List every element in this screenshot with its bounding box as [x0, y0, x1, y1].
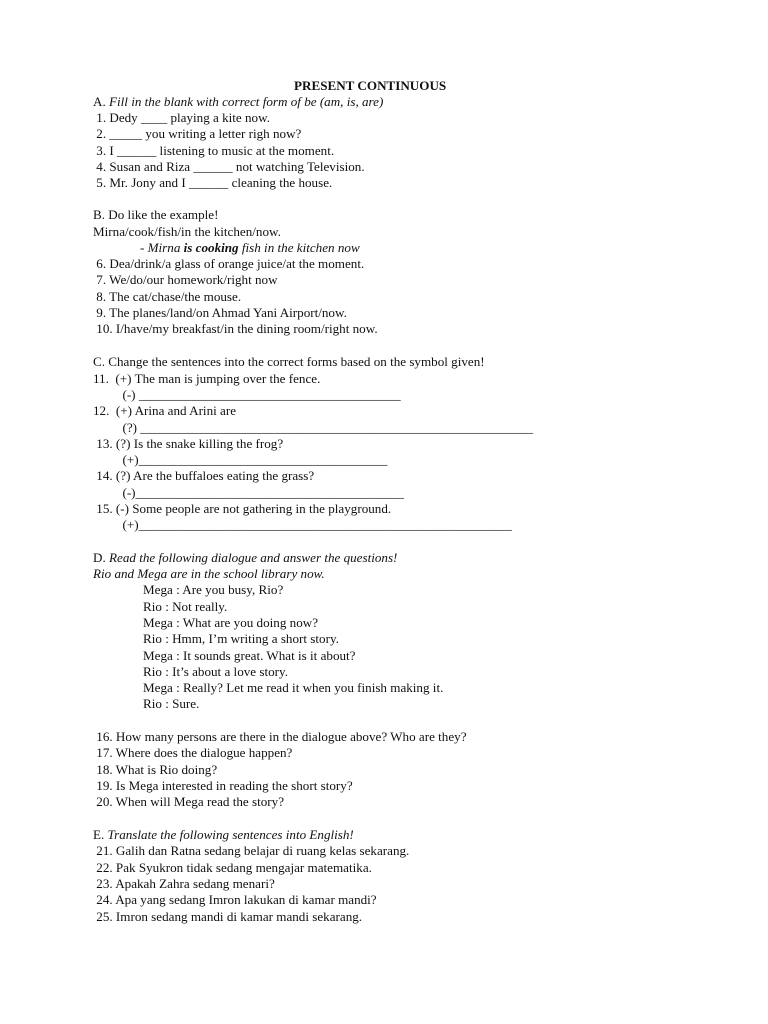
section-c-item-11: 11. (+) The man is jumping over the fence.: [93, 371, 321, 386]
section-d-setting: Rio and Mega are in the school library now.: [93, 566, 325, 581]
dialogue-line-8: Rio : Sure.: [143, 696, 200, 711]
section-a-label: A.: [93, 94, 110, 109]
section-e-item-23: 23. Apakah Zahra sedang menari?: [93, 876, 275, 891]
section-c-item-15: 15. (-) Some people are not gathering in the playground.: [93, 501, 392, 516]
section-e-item-25: 25. Imron sedang mandi di kamar mandi sekarang.: [93, 909, 363, 924]
section-c-answer-12: (?) ____________________________________________________________: [93, 420, 534, 435]
section-d-question-16: 16. How many persons are there in the dialogue above? Who are they?: [93, 729, 467, 744]
section-d-heading: [93, 550, 397, 566]
section-c-item-14: 14. (?) Are the buffaloes eating the grass?: [93, 468, 315, 483]
section-d-question-19: 19. Is Mega interested in reading the short story?: [93, 778, 353, 793]
dialogue-line-1: Mega : Are you busy, Rio?: [143, 582, 284, 597]
section-d-question-17: 17. Where does the dialogue happen?: [93, 745, 293, 760]
section-a-item-5: 5. Mr. Jony and I ______ cleaning the house.: [93, 175, 333, 190]
section-e-instruction: Translate the following sentences into English!: [107, 827, 354, 842]
section-c-answer-15: (+)_________________________________________________________: [93, 517, 512, 532]
example-answer-suffix: fish in the kitchen now: [238, 240, 360, 255]
section-b-example-prompt: Mirna/cook/fish/in the kitchen/now.: [93, 224, 281, 239]
dialogue-line-6: Rio : It’s about a love story.: [143, 664, 288, 679]
section-e-heading: [93, 827, 354, 843]
section-b-example-answer: [140, 240, 360, 256]
section-c-answer-11: (-) ________________________________________: [93, 387, 401, 402]
section-b-item-6: 6. Dea/drink/a glass of orange juice/at the moment.: [93, 256, 365, 271]
section-b-item-10: 10. I/have/my breakfast/in the dining room/right now.: [93, 321, 378, 336]
dialogue-line-2: Rio : Not really.: [143, 599, 228, 614]
section-a-item-3: 3. I ______ listening to music at the moment.: [93, 143, 335, 158]
section-b-item-7: 7. We/do/our homework/right now: [93, 272, 278, 287]
section-d-question-20: 20. When will Mega read the story?: [93, 794, 285, 809]
example-answer-prefix: - Mirna: [140, 240, 184, 255]
section-b-heading: B. Do like the example!: [93, 207, 219, 222]
section-c-answer-14: (-)_________________________________________: [93, 485, 404, 500]
section-c-item-12: 12. (+) Arina and Arini are: [93, 403, 237, 418]
section-b-item-8: 8. The cat/chase/the mouse.: [93, 289, 242, 304]
section-e-item-22: 22. Pak Syukron tidak sedang mengajar matematika.: [93, 860, 372, 875]
section-a-item-4: 4. Susan and Riza ______ not watching Television.: [93, 159, 365, 174]
section-c-answer-13: (+)______________________________________: [93, 452, 388, 467]
section-a-item-1: 1. Dedy ____ playing a kite now.: [93, 110, 270, 125]
section-e-label: E.: [93, 827, 108, 842]
section-a-heading: [93, 94, 383, 110]
section-a-instruction: Fill in the blank with correct form of be (am, is, are): [109, 94, 384, 109]
dialogue-line-7: Mega : Really? Let me read it when you finish making it.: [143, 680, 444, 695]
dialogue-line-4: Rio : Hmm, I’m writing a short story.: [143, 631, 339, 646]
section-d-label: D.: [93, 550, 110, 565]
section-e-item-24: 24. Apa yang sedang Imron lakukan di kamar mandi?: [93, 892, 377, 907]
dialogue-line-3: Mega : What are you doing now?: [143, 615, 319, 630]
section-d-instruction: Read the following dialogue and answer the questions!: [109, 550, 398, 565]
section-c-heading: C. Change the sentences into the correct forms based on the symbol given!: [93, 354, 485, 369]
example-answer-verb: is cooking: [183, 240, 239, 255]
section-e-item-21: 21. Galih dan Ratna sedang belajar di ruang kelas sekarang.: [93, 843, 410, 858]
dialogue-line-5: Mega : It sounds great. What is it about?: [143, 648, 356, 663]
section-b-item-9: 9. The planes/land/on Ahmad Yani Airport/now.: [93, 305, 347, 320]
page-title: PRESENT CONTINUOUS: [294, 78, 447, 93]
section-d-question-18: 18. What is Rio doing?: [93, 762, 218, 777]
section-a-item-2: 2. _____ you writing a letter righ now?: [93, 126, 302, 141]
section-c-item-13: 13. (?) Is the snake killing the frog?: [93, 436, 284, 451]
